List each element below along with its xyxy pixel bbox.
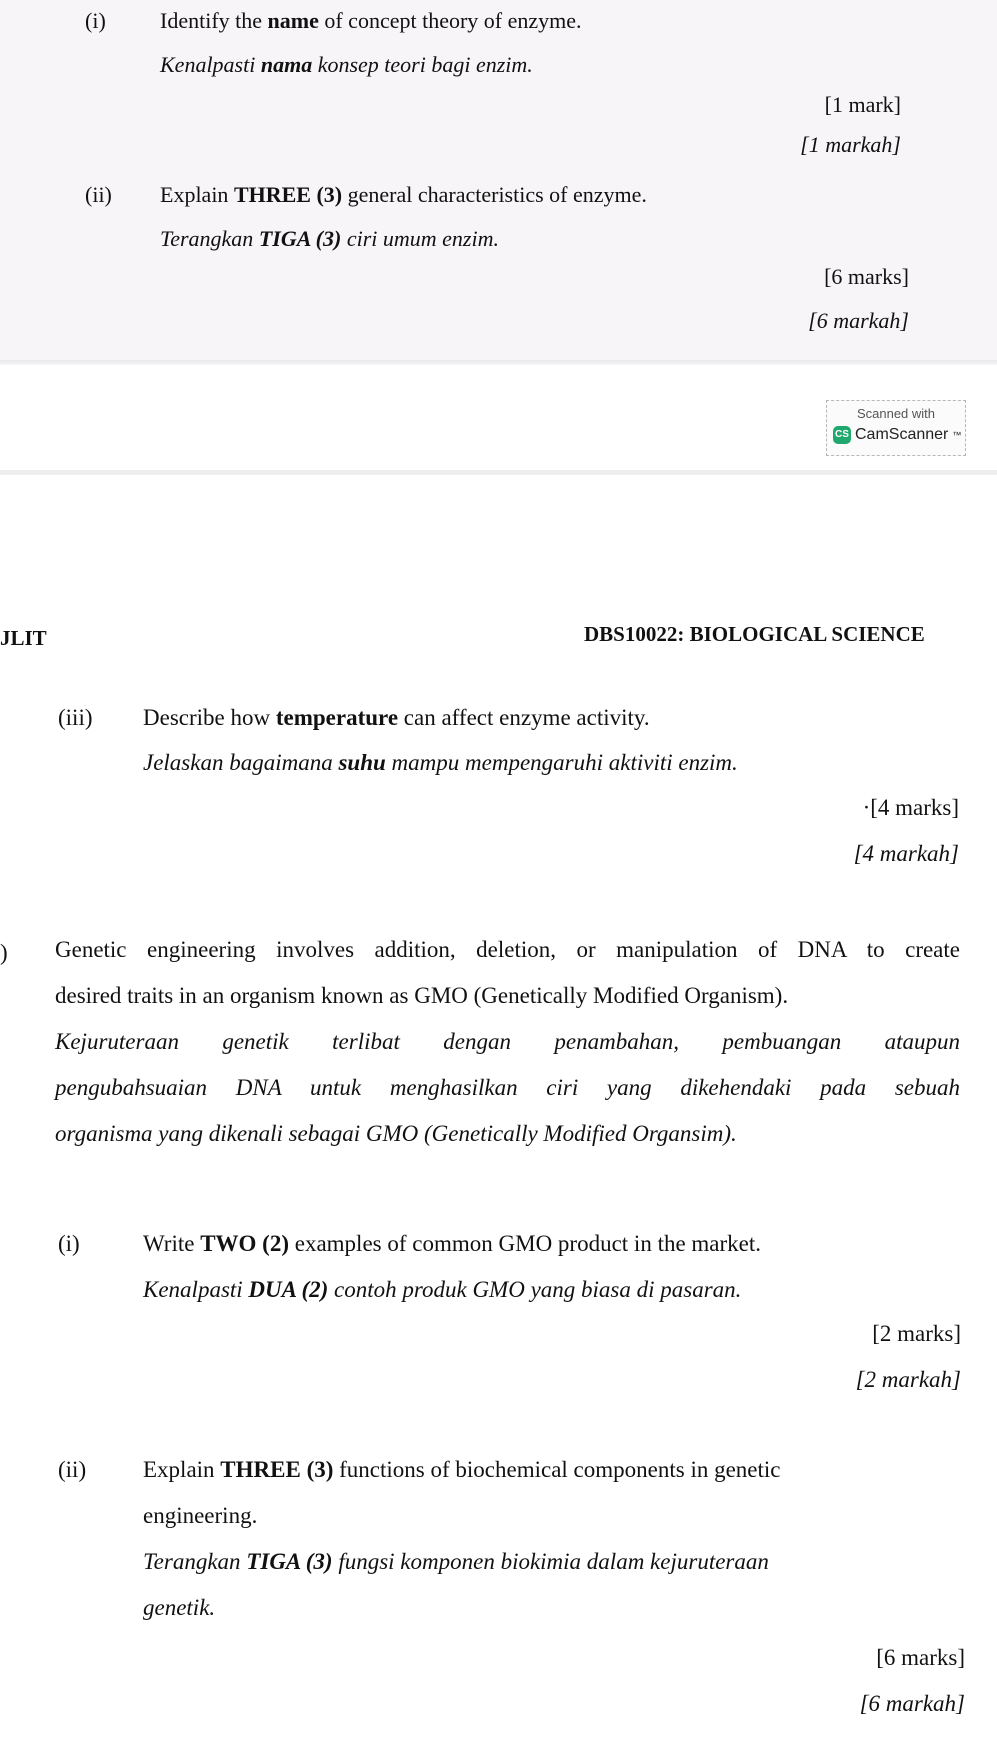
q-ii-marks-en: [6 marks] [824,264,909,289]
watermark-brand: CamScanner [855,426,949,443]
q-i-ms-bold: nama [260,52,313,77]
q-ii-english [160,182,647,208]
q-gmo-ii-malay-line2: genetik. [143,1595,216,1620]
q-i-malay [160,52,533,78]
q-i-ms-pre: Kenalpasti [160,52,261,77]
watermark-line2 [833,426,961,444]
q-iii-marks-en: ·[4 marks] [862,795,959,820]
q-ii-en-pre: Explain [160,182,234,207]
q-iii-malay [143,750,738,776]
q-ii-label: (ii) [85,182,112,207]
q-iii-ms-pre: Jelaskan bagaimana [143,750,339,775]
q-gmo-i-ms-bold: DUA (2) [248,1277,329,1302]
course-header: DBS10022: BIOLOGICAL SCIENCE [584,622,925,646]
q-ii-marks-ms: [6 markah] [808,308,909,333]
header-left-cut: JLIT [0,626,47,650]
q-i-ms-post: konsep teori bagi enzim. [312,52,533,77]
q-gmo-ii-english [143,1457,781,1483]
q-gmo-ii-en-bold: THREE (3) [220,1457,334,1482]
q-ii-malay [160,226,499,252]
section-marker-cut: ) [0,940,8,965]
q-gmo-i-label: (i) [58,1231,80,1256]
watermark-tm: ™ [952,430,962,440]
q-iii-en-bold: temperature [275,705,399,730]
q-ii-en-bold: THREE (3) [233,182,343,207]
q-i-english [160,8,582,34]
q-i-marks-en: [1 mark] [824,92,901,117]
gmo-intro-paragraph [55,927,960,1157]
q-gmo-ii-malay [143,1549,769,1575]
q-ii-en-post: general characteristics of enzyme. [342,182,647,207]
q-gmo-i-en-post: examples of common GMO product in the market. [289,1231,762,1256]
intro-en-line1: Genetic engineering involves addition, deletion, or manipulation of DNA to create [55,937,960,962]
watermark-line1: Scanned with [856,406,936,421]
camscanner-logo-icon: CS [833,426,851,444]
q-iii-marks-ms: [4 markah] [853,841,959,866]
q-i-en-bold: name [267,8,319,33]
q-gmo-i-ms-pre: Kenalpasti [143,1277,249,1302]
q-i-marks-ms: [1 markah] [800,132,901,157]
q-ii-ms-bold: TIGA (3) [258,226,342,251]
q-iii-english [143,705,650,731]
q-gmo-ii-label: (ii) [58,1457,87,1482]
q-iii-ms-bold: suhu [338,750,386,775]
q-gmo-ii-en-post: functions of biochemical components in genetic [333,1457,781,1482]
q-gmo-ii-ms-bold: TIGA (3) [246,1549,333,1574]
intro-ms-line2: pengubahsuaian DNA untuk menghasilkan ciri yang dikehendaki pada sebuah [55,1075,960,1100]
q-ii-ms-pre: Terangkan [160,226,259,251]
q-gmo-ii-en-pre: Explain [143,1457,221,1482]
q-i-en-pre: Identify the [160,8,268,33]
q-iii-label: (iii) [58,705,93,730]
q-gmo-i-marks-en: [2 marks] [872,1321,961,1346]
q-gmo-ii-english-line2: engineering. [143,1503,258,1528]
q-i-en-post: of concept theory of enzyme. [318,8,582,33]
intro-ms-line1: Kejuruteraan genetik terlibat dengan penambahan, pembuangan ataupun [55,1029,960,1054]
camscanner-watermark [826,400,966,456]
q-gmo-ii-marks-en: [6 marks] [876,1645,965,1670]
q-gmo-i-ms-post: contoh produk GMO yang biasa di pasaran. [328,1277,742,1302]
q-ii-ms-post: ciri umum enzim. [341,226,499,251]
q-gmo-i-marks-ms: [2 markah] [855,1367,961,1392]
q-gmo-ii-ms-pre: Terangkan [143,1549,247,1574]
q-gmo-ii-ms-post: fungsi komponen biokimia dalam kejuruteraan [332,1549,769,1574]
q-iii-en-pre: Describe how [143,705,276,730]
q-gmo-i-en-pre: Write [143,1231,201,1256]
q-gmo-i-english [143,1231,761,1257]
page-top-fragment [0,0,997,365]
q-iii-en-post: can affect enzyme activity. [398,705,650,730]
q-gmo-ii-marks-ms: [6 markah] [859,1691,965,1716]
q-gmo-i-en-bold: TWO (2) [200,1231,289,1256]
intro-ms-line3: organisma yang dikenali sebagai GMO (Genetically Modified Organsim). [55,1121,737,1146]
q-gmo-i-malay [143,1277,741,1303]
page-bottom-fragment [0,475,997,1760]
q-iii-ms-post: mampu mempengaruhi aktiviti enzim. [385,750,738,775]
q-i-label: (i) [85,8,106,33]
intro-en-line2: desired traits in an organism known as GMO (Genetically Modified Organism). [55,983,789,1008]
